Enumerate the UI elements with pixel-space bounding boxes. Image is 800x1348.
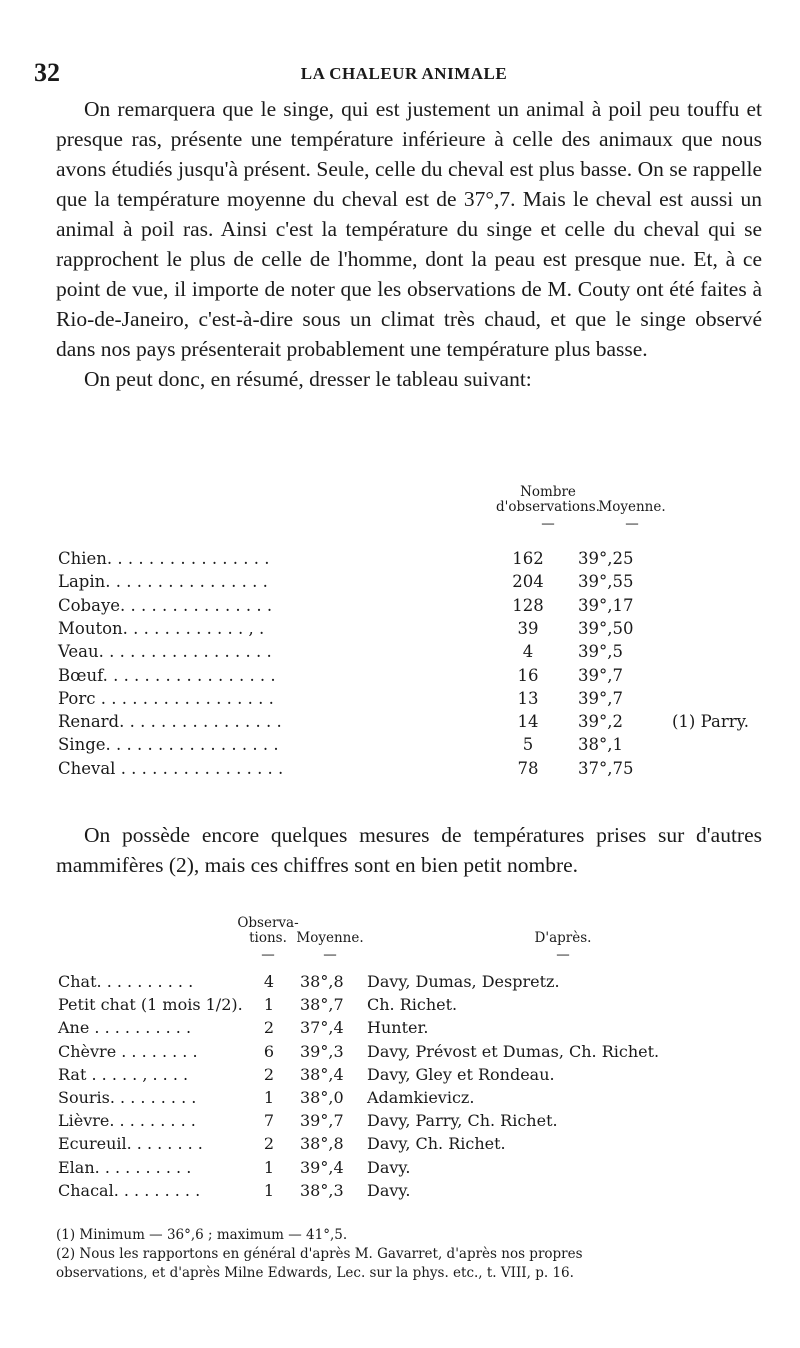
footnote-1: (1) Minimum — 36°,6 ; maximum — 41°,5. <box>56 1227 348 1243</box>
table-row <box>58 570 800 593</box>
table-row <box>58 1086 778 1109</box>
mean-temperature: 39°,2 <box>578 712 623 732</box>
animal-name: Ecureuil. . . . . . . . <box>58 1134 203 1154</box>
observation-count: 39 <box>517 618 539 638</box>
animal-name: Lapin. . . . . . . . . . . . . . . . <box>58 572 268 592</box>
source-authors: Davy. <box>367 1157 411 1177</box>
row-note: (1) Parry. <box>672 712 749 732</box>
table-row <box>58 1063 778 1086</box>
paragraph-1-text: On remarquera que le singe, qui est justement un animal à poil peu touffu et presque ras, présente une température inférieure à celle des animaux que nous avons étudiés jusqu'à présent. Seule, celle du cheval est plus basse. On se rappelle que la température moyenne du cheval est de 37°,7. Mais le cheval est aussi un animal à poil ras. Ainsi c'est la température du singe et celle du cheval qui se rapprochent le plus de celle de l'homme, dont la peau est presque nue. Et, à ce point de vue, il importe de noter que les observations de M. Couty ont été faites à Rio-de-Janeiro, c'est-à-dire sous un climat très chaud, et que le singe observé dans nos pays présenterait probablement une température plus basse. <box>56 97 762 361</box>
table-row <box>58 1179 778 1202</box>
animal-name: Chat. . . . . . . . . . <box>58 972 194 991</box>
mean-temperature: 37°,4 <box>300 1018 344 1038</box>
animal-name: Rat . . . . . , . . . . <box>58 1064 189 1084</box>
mean-header <box>592 500 672 532</box>
footnote-2: (2) Nous les rapportons en général d'après M. Gavarret, d'après nos propres <box>56 1246 583 1262</box>
source-authors: Hunter. <box>367 1018 429 1038</box>
mean-temperature: 39°,17 <box>578 595 634 615</box>
table-row <box>58 594 800 617</box>
observation-count: 128 <box>512 595 544 615</box>
observation-count: 162 <box>512 549 544 568</box>
observation-count: 6 <box>263 1041 275 1061</box>
mean-temperature: 38°,3 <box>300 1180 344 1200</box>
table-row <box>58 710 800 733</box>
mean-temperature: 38°,7 <box>300 995 344 1015</box>
page-number: 32 <box>34 58 60 87</box>
observation-count: 4 <box>263 972 275 991</box>
mean-temperature: 39°,50 <box>578 618 634 638</box>
animal-name: Elan. . . . . . . . . . <box>58 1157 192 1177</box>
mean-header-dash: — <box>625 516 639 532</box>
mean-temperature: 39°,4 <box>300 1157 344 1177</box>
mean-temperature: 39°,25 <box>578 549 634 568</box>
observation-count: 1 <box>263 1157 275 1177</box>
source-header <box>518 931 608 963</box>
source-authors: Davy, Gley et Rondeau. <box>367 1064 555 1084</box>
observation-count: 2 <box>263 1134 275 1154</box>
table-row <box>58 993 778 1016</box>
running-title: LA CHALEUR ANIMALE <box>300 64 508 83</box>
observation-count: 2 <box>263 1018 275 1038</box>
footnote-2-cont: observations, et d'après Milne Edwards, Lec. sur la phys. etc., t. VIII, p. 16. <box>56 1265 574 1281</box>
count-header-line1: Nombre <box>520 484 576 500</box>
table-row <box>58 1040 778 1063</box>
table-row <box>58 1132 778 1155</box>
table-row <box>58 1156 778 1179</box>
mean-temperature: 38°,8 <box>300 1134 344 1154</box>
source-authors: Davy. <box>367 1180 411 1200</box>
animal-name: Chacal. . . . . . . . . <box>58 1180 201 1200</box>
animal-name: Mouton. . . . . . . . . . . . , . <box>58 618 265 638</box>
observation-count: 1 <box>263 1180 275 1200</box>
paragraph-3-text: On possède encore quelques mesures de températures prises sur d'autres mammifères (2), mais ces chiffres sont en bien petit nombre. <box>56 823 762 877</box>
animal-name: Singe. . . . . . . . . . . . . . . . . <box>58 735 279 755</box>
table-row <box>58 687 800 710</box>
table-row <box>58 757 800 780</box>
paragraph-3 <box>56 820 762 880</box>
source-authors: Adamkievicz. <box>367 1088 475 1107</box>
mean-temperature: 38°,4 <box>300 1064 344 1084</box>
table-row <box>58 547 800 570</box>
footnotes <box>56 1226 776 1283</box>
mean-temperature: 37°,75 <box>578 758 634 778</box>
observation-count: 1 <box>263 1088 275 1107</box>
animal-name: Petit chat (1 mois 1/2). <box>58 995 243 1015</box>
observations-header-line2: tions. <box>249 930 287 946</box>
count-header-dash: — <box>541 516 555 532</box>
animal-name: Chien. . . . . . . . . . . . . . . . <box>58 549 270 568</box>
mean2-header <box>288 931 372 963</box>
observation-count: 4 <box>522 642 534 662</box>
mean-temperature: 38°,8 <box>300 972 344 991</box>
observation-count: 16 <box>517 665 539 685</box>
animal-name: Souris. . . . . . . . . <box>58 1088 197 1107</box>
mean-header-label: Moyenne. <box>598 499 666 515</box>
animal-name: Bœuf. . . . . . . . . . . . . . . . . <box>58 665 276 685</box>
observation-count: 2 <box>263 1064 275 1084</box>
count-header <box>488 485 608 532</box>
mean-temperature: 38°,0 <box>300 1088 344 1107</box>
paragraph-1 <box>56 94 762 394</box>
observations-header-dash: — <box>261 947 275 963</box>
observations-header-line1: Observa- <box>237 915 299 931</box>
animal-name: Veau. . . . . . . . . . . . . . . . . <box>58 642 272 662</box>
table-row <box>58 617 800 640</box>
source-header-label: D'après. <box>534 930 592 946</box>
source-authors: Davy, Ch. Richet. <box>367 1134 506 1154</box>
animal-name: Cobaye. . . . . . . . . . . . . . . <box>58 595 273 615</box>
mean2-header-label: Moyenne. <box>296 930 364 946</box>
animal-name: Lièvre. . . . . . . . . <box>58 1111 196 1131</box>
mean-temperature: 38°,1 <box>578 735 623 755</box>
count-header-line2: d'observations. <box>496 499 600 515</box>
observation-count: 13 <box>517 688 539 708</box>
animal-name: Cheval . . . . . . . . . . . . . . . . <box>58 758 284 778</box>
page-header <box>34 58 774 88</box>
mean-temperature: 39°,7 <box>578 665 623 685</box>
mean-temperature: 39°,7 <box>300 1111 344 1131</box>
animal-name: Renard. . . . . . . . . . . . . . . . <box>58 712 282 732</box>
mean-temperature: 39°,7 <box>578 688 623 708</box>
table-row <box>58 1016 778 1039</box>
animal-name: Porc . . . . . . . . . . . . . . . . . <box>58 688 274 708</box>
observation-count: 1 <box>263 995 275 1015</box>
table-row <box>58 1109 778 1132</box>
observation-count: 78 <box>517 758 539 778</box>
animal-name: Ane . . . . . . . . . . <box>58 1018 192 1038</box>
table-row <box>58 733 800 756</box>
observation-count: 14 <box>517 712 539 732</box>
observation-count: 5 <box>522 735 534 755</box>
mean-temperature: 39°,5 <box>578 642 623 662</box>
mean-temperature: 39°,55 <box>578 572 634 592</box>
table-row <box>58 640 800 663</box>
source-authors: Ch. Richet. <box>367 995 458 1015</box>
source-header-dash: — <box>556 947 570 963</box>
source-authors: Davy, Prévost et Dumas, Ch. Richet. <box>367 1041 660 1061</box>
table-row <box>58 664 800 687</box>
source-authors: Davy, Parry, Ch. Richet. <box>367 1111 558 1131</box>
source-authors: Davy, Dumas, Despretz. <box>367 972 560 991</box>
animal-name: Chèvre . . . . . . . . <box>58 1041 198 1061</box>
paragraph-2-text: On peut donc, en résumé, dresser le tableau suivant: <box>84 367 532 391</box>
mean-temperature: 39°,3 <box>300 1041 344 1061</box>
table-row <box>58 970 778 993</box>
observation-count: 7 <box>263 1111 275 1131</box>
mean2-header-dash: — <box>323 947 337 963</box>
observation-count: 204 <box>512 572 544 592</box>
